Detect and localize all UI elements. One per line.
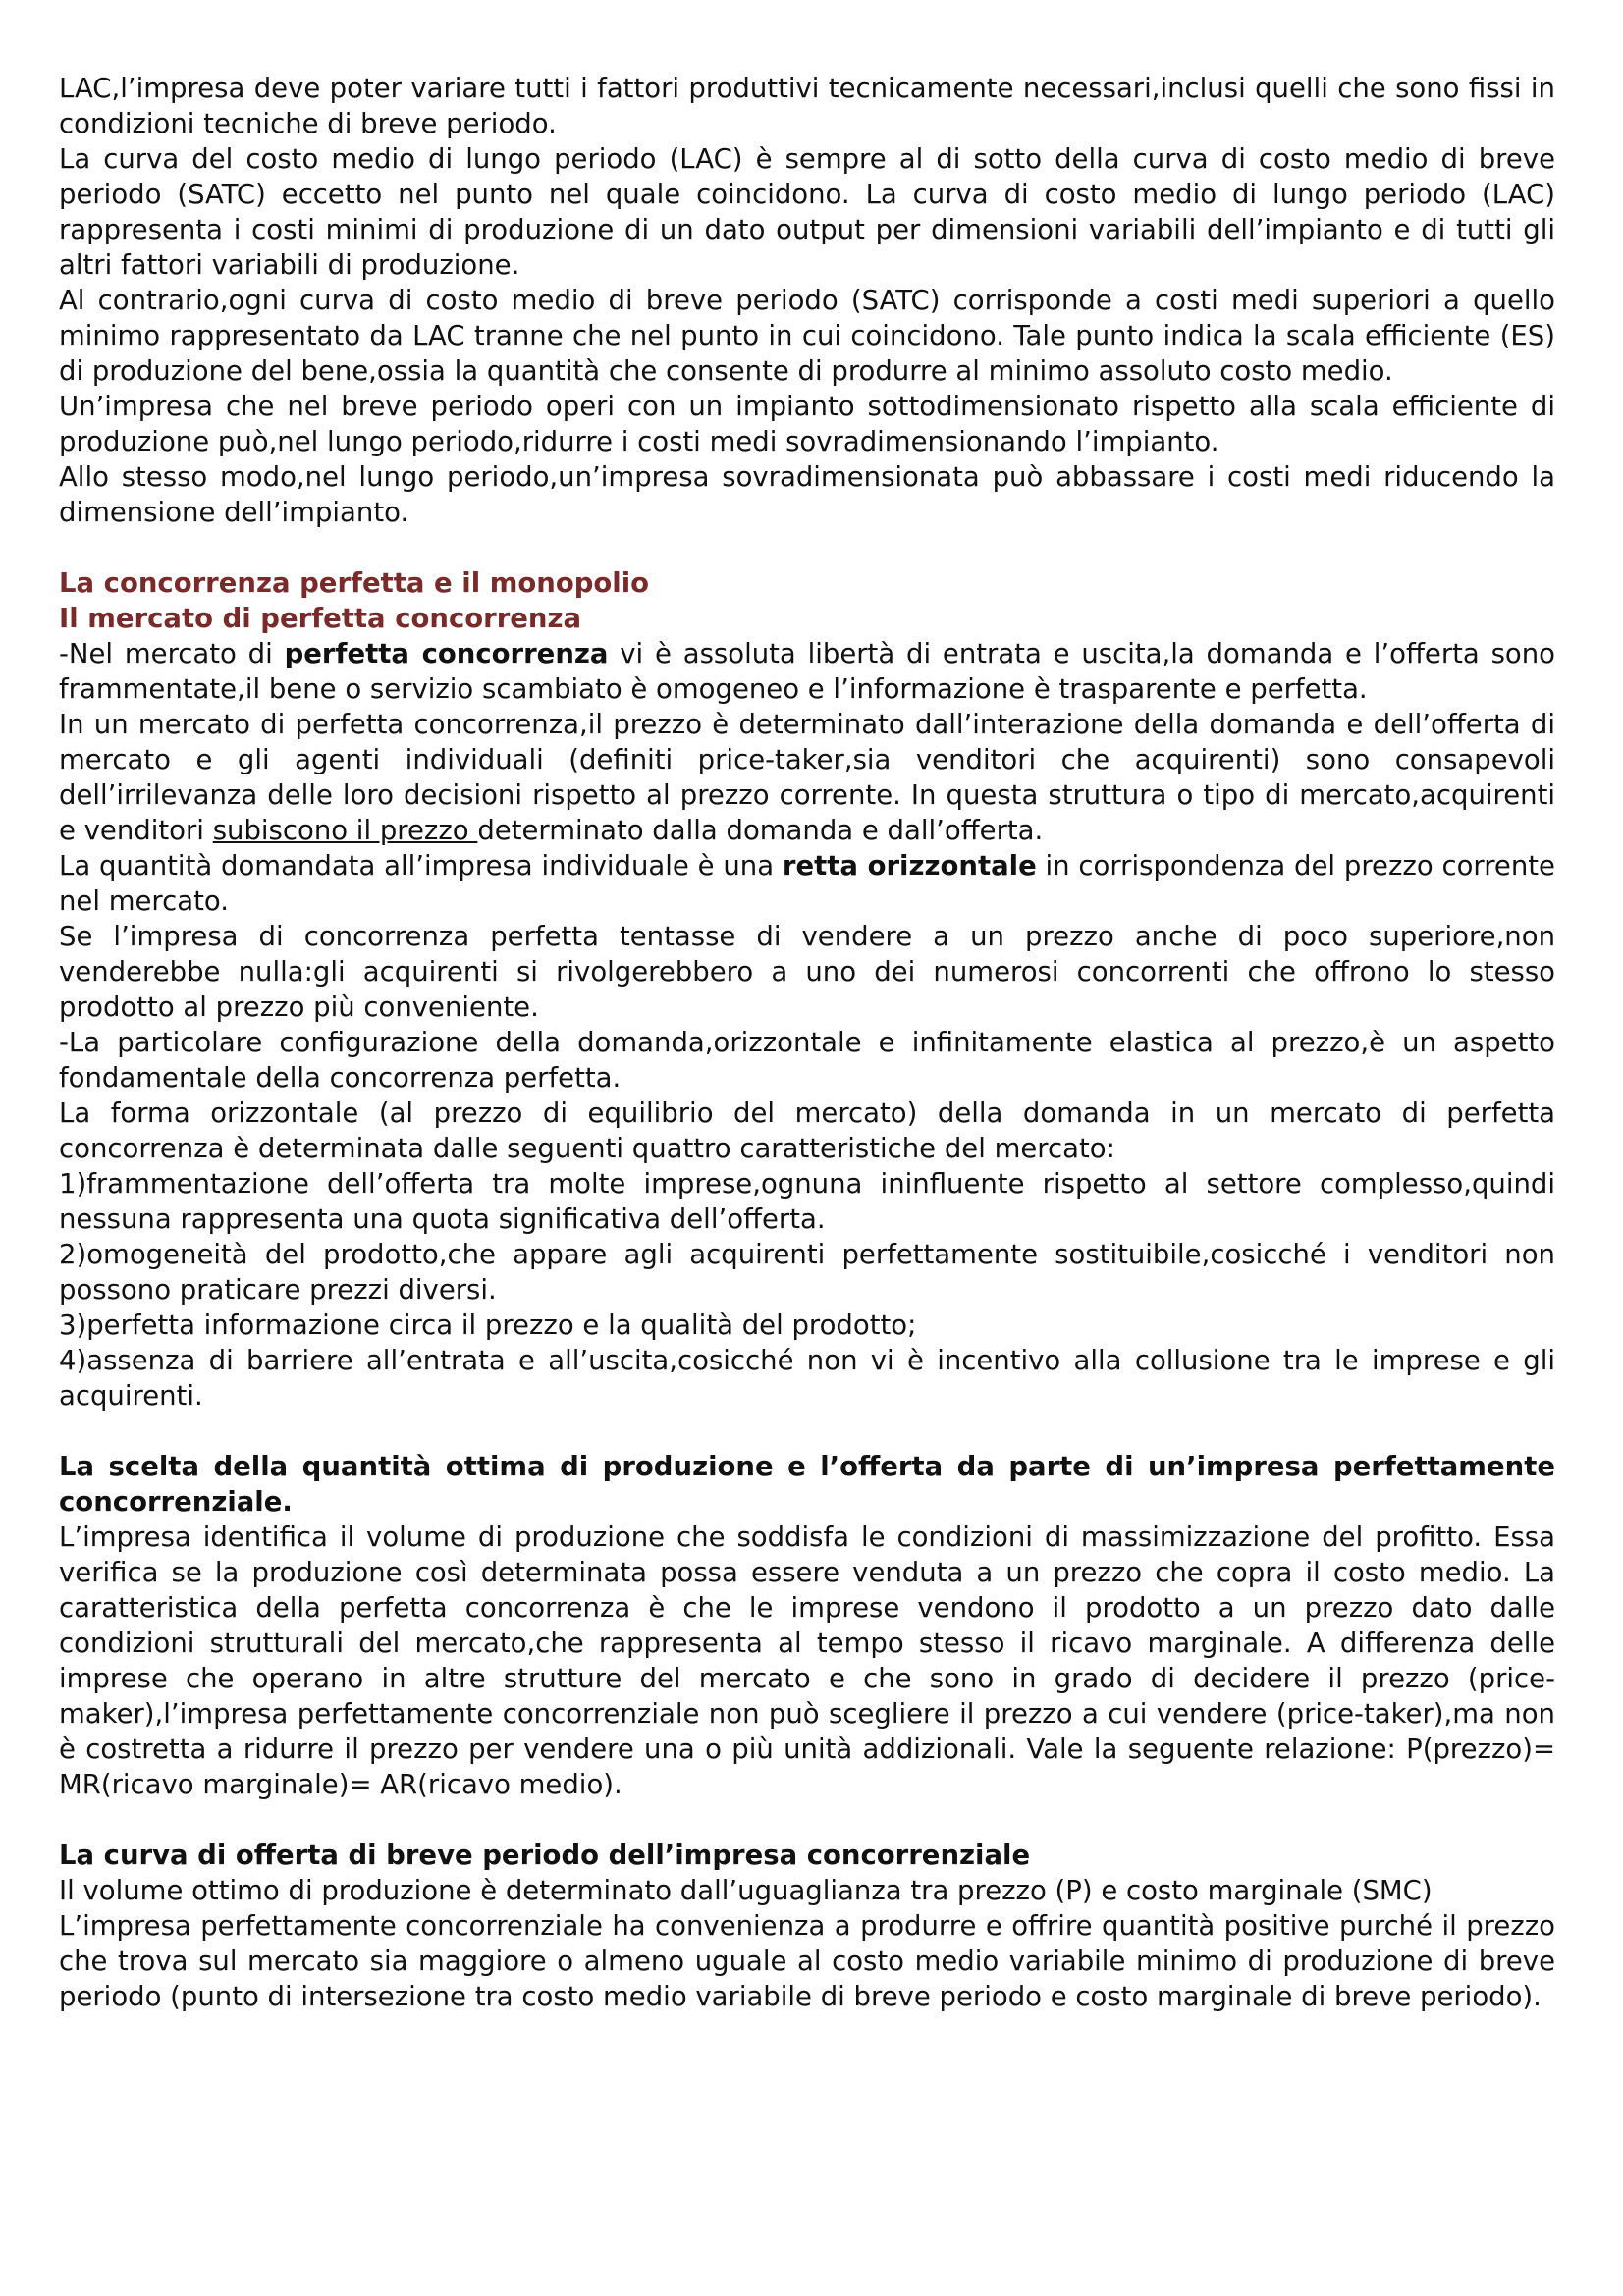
list-item-fragmentation: 1)frammentazione dell’offerta tra molte imprese,ognuna ininfluente rispetto al settore complesso,quindi nessuna rappresenta una quota significativa dell’offerta. — [59, 1168, 1555, 1235]
paragraph-lac-vs-satc: La curva del costo medio di lungo periodo (LAC) è sempre al di sotto della curva di costo medio di breve periodo (SATC) eccetto nel punto nel quale coincidono. La curva di costo medio di lungo periodo (LAC) rappresenta i costi minimi di produzione di un dato output per dimensioni variabili dell’impianto e di tutti gli altri fattori variabili di produzione. — [59, 143, 1555, 281]
bold-term-perfect-competition: perfetta concorrenza — [284, 638, 609, 669]
paragraph-price-determination: In un mercato di perfetta concorrenza,il prezzo è determinato dall’interazione della domanda e dell’offerta di mercato e gli agenti individuali (definiti price-taker,sia venditori che acquirenti) sono consapevoli dell’irrilevanza delle loro decisioni rispetto al prezzo corrente. In questa struttura o tipo di mercato,acquirenti e venditori subiscono il prezzo determinato dalla domanda e dall’offerta. — [59, 709, 1555, 846]
bold-term-retta-orizzontale: retta orizzontale — [782, 850, 1037, 881]
spacer — [59, 1414, 1555, 1449]
list-item-no-barriers: 4)assenza di barriere all’entrata e all’uscita,cosicché non vi è incentivo alla collusione tra le imprese e gli acquirenti. — [59, 1345, 1555, 1412]
paragraph-production-convenience: L’impresa perfettamente concorrenziale ha convenienza a produrre e offrire quantità positive purché il prezzo che trova sul mercato sia maggiore o almeno uguale al costo medio variabile minimo di produzione di breve periodo (punto di intersezione tra costo medio variabile di breve periodo e costo marginale di breve periodo). — [59, 1910, 1555, 2012]
paragraph-horizontal-demand: La quantità domandata all’impresa individuale è una retta orizzontale in corrispondenza del prezzo corrente nel mercato. — [59, 850, 1555, 917]
paragraph-higher-price: Se l’impresa di concorrenza perfetta tentasse di vendere a un prezzo anche di poco superiore,non venderebbe nulla:gli acquirenti si rivolgerebbero a uno dei numerosi concorrenti che offrono lo stesso prodotto al prezzo più conveniente. — [59, 921, 1555, 1023]
list-item-homogeneity: 2)omogeneità del prodotto,che appare agli acquirenti perfettamente sostituibile,cosicché i venditori non possono praticare prezzi diversi. — [59, 1239, 1555, 1306]
paragraph-oversized-plant: Allo stesso modo,nel lungo periodo,un’impresa sovradimensionata può abbassare i costi medi riducendo la dimensione dell’impianto. — [59, 461, 1555, 528]
document-page — [59, 71, 1555, 2014]
paragraph-undersized-plant: Un’impresa che nel breve periodo operi con un impianto sottodimensionato rispetto alla scala efficiente di produzione può,nel lungo periodo,ridurre i costi medi sovradimensionando l’impianto. — [59, 391, 1555, 457]
spacer — [59, 530, 1555, 565]
paragraph-lac-intro: LAC,l’impresa deve poter variare tutti i fattori produttivi tecnicamente necessari,inclusi quelli che sono fissi in condizioni tecniche di breve periodo. — [59, 73, 1555, 139]
section-heading-optimal-quantity: La scelta della quantità ottima di produzione e l’offerta da parte di un’impresa perfettamente concorrenziale. — [59, 1451, 1555, 1518]
paragraph-optimal-volume: Il volume ottimo di produzione è determinato dall’uguaglianza tra prezzo (P) e costo marginale (SMC) — [59, 1875, 1433, 1906]
section-heading-competition-monopoly: La concorrenza perfetta e il monopolio — [59, 567, 650, 599]
paragraph-elastic-demand: -La particolare configurazione della domanda,orizzontale e infinitamente elastica al prezzo,è un aspetto fondamentale della concorrenza perfetta. — [59, 1027, 1555, 1094]
paragraph-perfect-competition-definition: -Nel mercato di perfetta concorrenza vi è assoluta libertà di entrata e uscita,la domanda e l’offerta sono frammentate,il bene o servizio scambiato è omogeneo e l’informazione è trasparente e perfetta. — [59, 638, 1555, 705]
paragraph-satc-efficient-scale: Al contrario,ogni curva di costo medio di breve periodo (SATC) corrisponde a costi medi superiori a quello minimo rappresentato da LAC tranne che nel punto in cui coincidono. Tale punto indica la scala efficiente (ES) di produzione del bene,ossia la quantità che consente di produrre al minimo assoluto costo medio. — [59, 285, 1555, 387]
list-item-information: 3)perfetta informazione circa il prezzo e la qualità del prodotto; — [59, 1309, 917, 1341]
paragraph-profit-maximization: L’impresa identifica il volume di produzione che soddisfa le condizioni di massimizzazione del profitto. Essa verifica se la produzione così determinata possa essere venduta a un prezzo che copra il costo medio. La caratteristica della perfetta concorrenza è che le imprese vendono il prodotto a un prezzo dato dalle condizioni strutturali del mercato,che rappresenta al tempo stesso il ricavo marginale. A differenza delle imprese che operano in altre strutture del mercato e che sono in grado di decidere il prezzo (price-maker),l’impresa perfettamente concorrenziale non può scegliere il prezzo a cui vendere (price-taker),ma non è costretta a ridurre il prezzo per vendere una o più unità addizionali. Vale la seguente relazione: P(prezzo)= MR(ricavo marginale)= AR(ricavo medio). — [59, 1522, 1555, 1800]
underlined-subiscono-prezzo: subiscono il prezzo — [212, 815, 478, 846]
spacer — [59, 1802, 1555, 1838]
section-heading-perfect-competition: Il mercato di perfetta concorrenza — [59, 603, 582, 634]
paragraph-four-characteristics: La forma orizzontale (al prezzo di equilibrio del mercato) della domanda in un mercato di perfetta concorrenza è determinata dalle seguenti quattro caratteristiche del mercato: — [59, 1097, 1555, 1164]
section-heading-short-run-supply: La curva di offerta di breve periodo dell’impresa concorrenziale — [59, 1840, 1031, 1871]
